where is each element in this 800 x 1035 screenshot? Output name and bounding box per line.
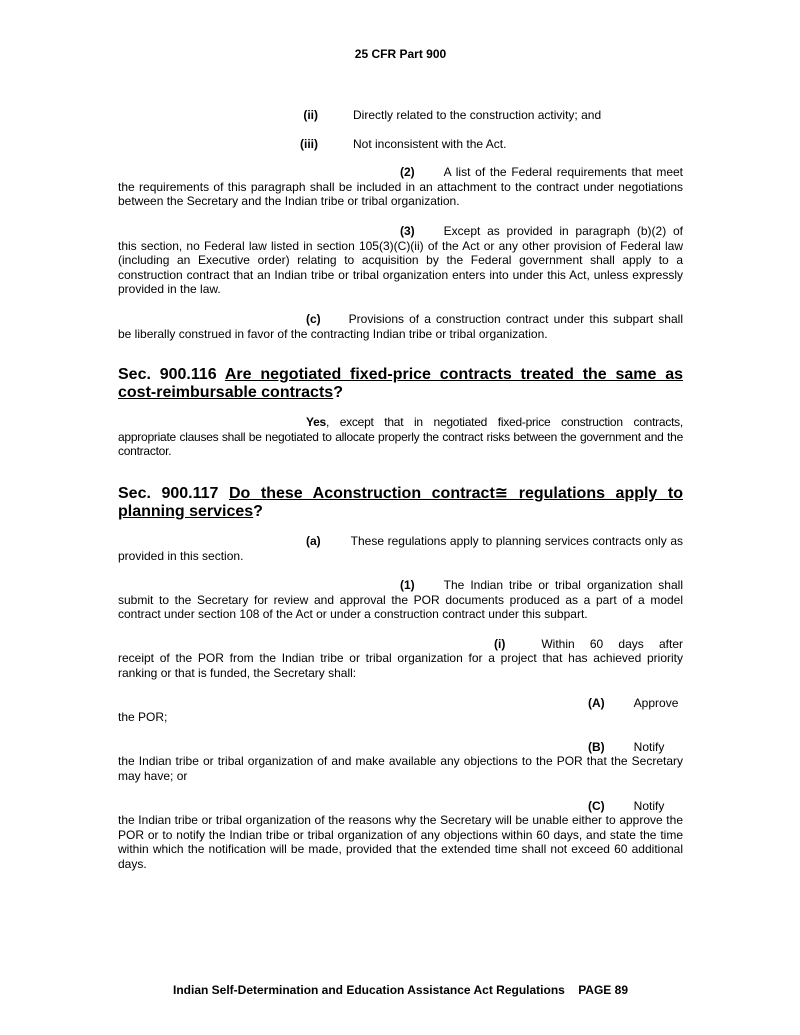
list-item-ii [118, 108, 683, 123]
item-label: (ii) [303, 108, 318, 122]
paragraph-2 [118, 165, 683, 209]
paragraph-text: These regulations apply to planning services contracts only as provided in this section. [118, 533, 683, 563]
paragraph-c [118, 312, 683, 341]
page-content [118, 108, 683, 887]
section-heading-900-116 [118, 366, 683, 402]
running-footer [118, 983, 683, 998]
paragraph-B [118, 740, 683, 784]
section-title-mark: ? [253, 502, 263, 520]
paragraph-label: (2) [400, 165, 415, 180]
item-text: Not inconsistent with the Act. [353, 136, 507, 151]
paragraph-i [118, 637, 683, 681]
paragraph-label: (i) [494, 636, 506, 651]
paragraph-label: (A) [588, 695, 605, 710]
paragraph-label: (3) [400, 223, 415, 238]
section-number: Sec. 900.117 [118, 484, 219, 502]
paragraph-C [118, 799, 683, 872]
item-text: Directly related to the construction activity; and [353, 108, 602, 122]
section-answer [118, 415, 683, 459]
paragraph-text: The Indian tribe or tribal organization shall submit to the Secretary for review and approval the POR documents produced as a part of a model contract under section 108 of the Act or under a construction contract under this subpart. [118, 578, 683, 622]
section-number: Sec. 900.116 [118, 366, 217, 384]
section-title: Do these Aconstruction contract≅ regulations apply to planning services [118, 484, 683, 520]
paragraph-text: Approve the POR; [118, 695, 679, 725]
section-heading-900-117 [118, 485, 683, 521]
list-item-iii [118, 137, 683, 152]
running-header: 25 CFR Part 900 [354, 47, 447, 61]
paragraph-text: Provisions of a construction contract under this subpart shall be liberally construed in favor of the contracting Indian tribe or tribal organization. [118, 311, 683, 341]
footer-title: Indian Self-Determination and Education Assistance Act Regulations [173, 983, 565, 997]
paragraph-label: (a) [306, 533, 321, 548]
answer-lead: Yes [306, 415, 326, 430]
paragraph-3 [118, 224, 683, 297]
answer-text: , except that in negotiated fixed-price construction contracts, appropriate clauses shall be negotiated to allocate properly the contract risks between the government and the contractor. [118, 415, 683, 459]
paragraph-label: (c) [306, 311, 321, 326]
paragraph-label: (C) [588, 798, 605, 813]
paragraph-1 [118, 578, 683, 622]
page-number: PAGE 89 [578, 983, 628, 997]
paragraph-A [118, 696, 683, 725]
paragraph-label: (B) [588, 739, 605, 754]
item-label: (iii) [300, 136, 318, 151]
paragraph-text: Except as provided in paragraph (b)(2) of this section, no Federal law listed in section 105(3)(C)(ii) of the Act or any other provision of Federal law (including an Executive order) relating to acquisition by the Federal government shall apply to a construction contract that an Indian tribe or tribal organization enters into under this Act, unless expressly provided in the law. [118, 223, 683, 297]
document-page [118, 0, 683, 1035]
paragraph-text: A list of the Federal requirements that meet the requirements of this paragraph shall be included in an attachment to the contract under negotiations between the Secretary and the Indian tribe or tribal organization. [118, 165, 683, 209]
section-title-mark: ? [333, 384, 343, 402]
paragraph-text: Notify the Indian tribe or tribal organization of the reasons why the Secretary will be unable either to approve the POR or to notify the Indian tribe or tribal organization of any objections within 60 days, and state the time within which the notification will be made, provided that the extended time shall not exceed 60 additional days. [118, 798, 683, 871]
paragraph-label: (1) [400, 578, 415, 593]
paragraph-text: Notify the Indian tribe or tribal organization of and make available any objections to the POR that the Secretary may have; or [118, 739, 683, 784]
paragraph-a [118, 534, 683, 563]
section-title: Are negotiated fixed-price contracts treated the same as cost-reimbursable contracts [118, 366, 684, 402]
paragraph-text: Within 60 days after receipt of the POR from the Indian tribe or tribal organization for a project that has achieved priority ranking or that is funded, the Secretary shall: [118, 636, 683, 681]
